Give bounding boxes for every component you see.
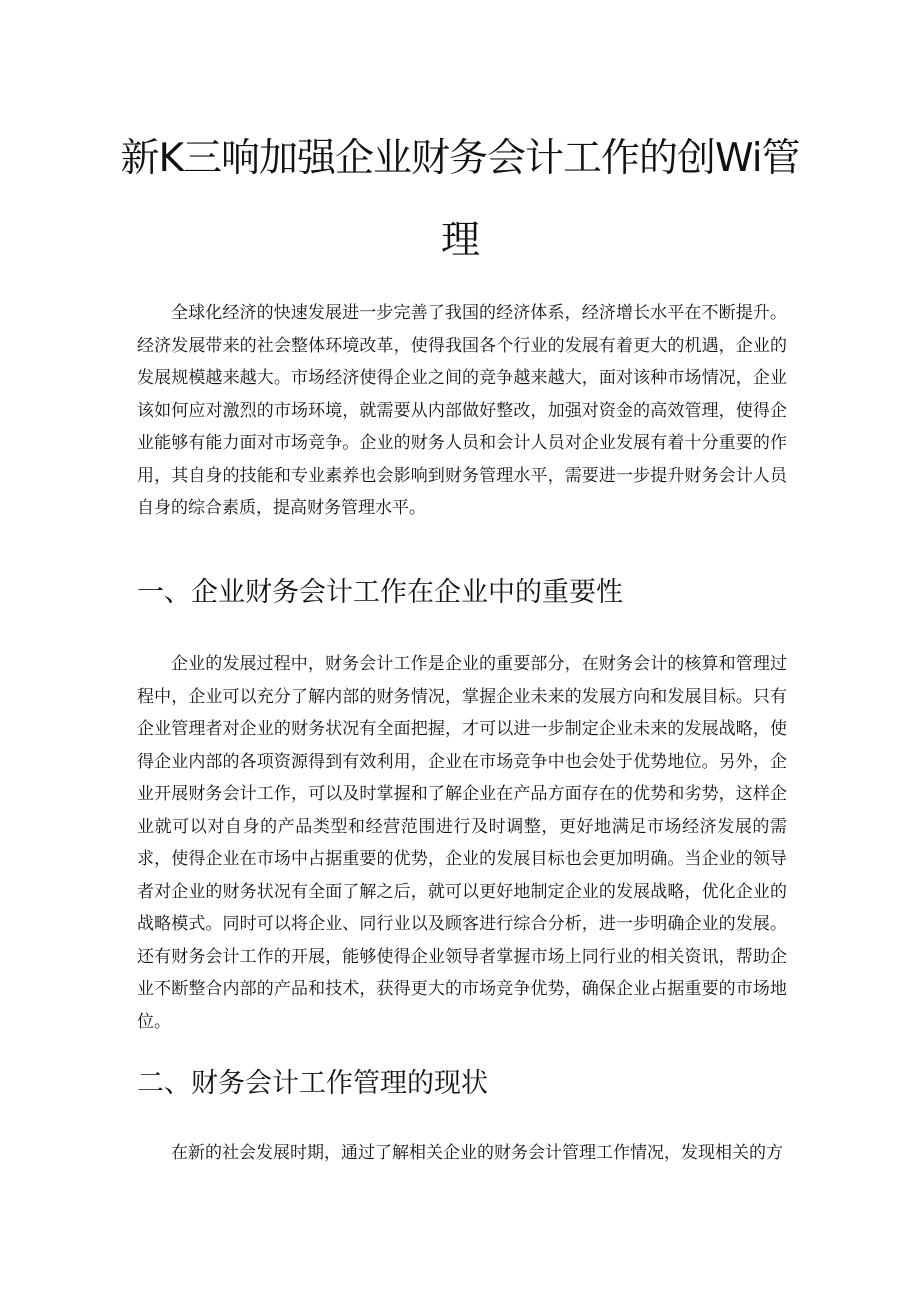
section-2-paragraph: 在新的社会发展时期，通过了解相关企业的财务会计管理工作情况，发现相关的方 xyxy=(171,1143,783,1163)
section-2-heading: 二、财务会计工作管理的现状 xyxy=(137,1068,488,1099)
intro-paragraph: 全球化经济的快速发展进一步完善了我国的经济体系，经济增长水平在不断提升。经济发展带来的社会整体环境改革，使得我国各个行业的发展有着更大的机遇，企业的发展规模越来越大。市场经济使得企业之间的竞争越来越大，面对该种市场情况，企业该如何应对激烈的市场环境，就需要从内部做好整改，加强对资金的高效管理，使得企业能够有能力面对市场竞争。企业的财务人员和会计人员对企业发展有着十分重要的作用，其自身的技能和专业素养也会影响到财务管理水平，需要进一步提升财务会计人员自身的综合素质，提高财务管理水平。 xyxy=(137,303,787,518)
section-1-paragraph: 企业的发展过程中，财务会计工作是企业的重要部分，在财务会计的核算和管理过程中，企业可以充分了解内部的财务情况，掌握企业未来的发展方向和发展目标。只有企业管理者对企业的财务状况有全面把握，才可以进一步制定企业未来的发展战略，使得企业内部的各项资源得到有效利用，企业在市场竞争中也会处于优势地位。另外，企业开展财务会计工作，可以及时掌握和了解企业在产品方面存在的优势和劣势，这样企业就可以对自身的产品类型和经营范围进行及时调整，更好地满足市场经济发展的需求，使得企业在市场中占据重要的优势，企业的发展目标也会更加明确。当企业的领导者对企业的财务状况有全面了解之后，就可以更好地制定企业的发展战略，优化企业的战略模式。同时可以将企业、同行业以及顾客进行综合分析，进一步明确企业的发展。还有财务会计工作的开展，能够使得企业领导者掌握市场上同行业的相关资讯，帮助企业不断整合内部的产品和技术，获得更大的市场竞争优势，确保企业占据重要的市场地位。 xyxy=(137,654,787,1032)
document-title-line-1: 新K三响加强企业财务会计工作的创Wi管 xyxy=(120,136,800,181)
document-title-line-2: 理 xyxy=(440,218,479,263)
section-1-heading: 一、企业财务会计工作在企业中的重要性 xyxy=(137,577,623,608)
